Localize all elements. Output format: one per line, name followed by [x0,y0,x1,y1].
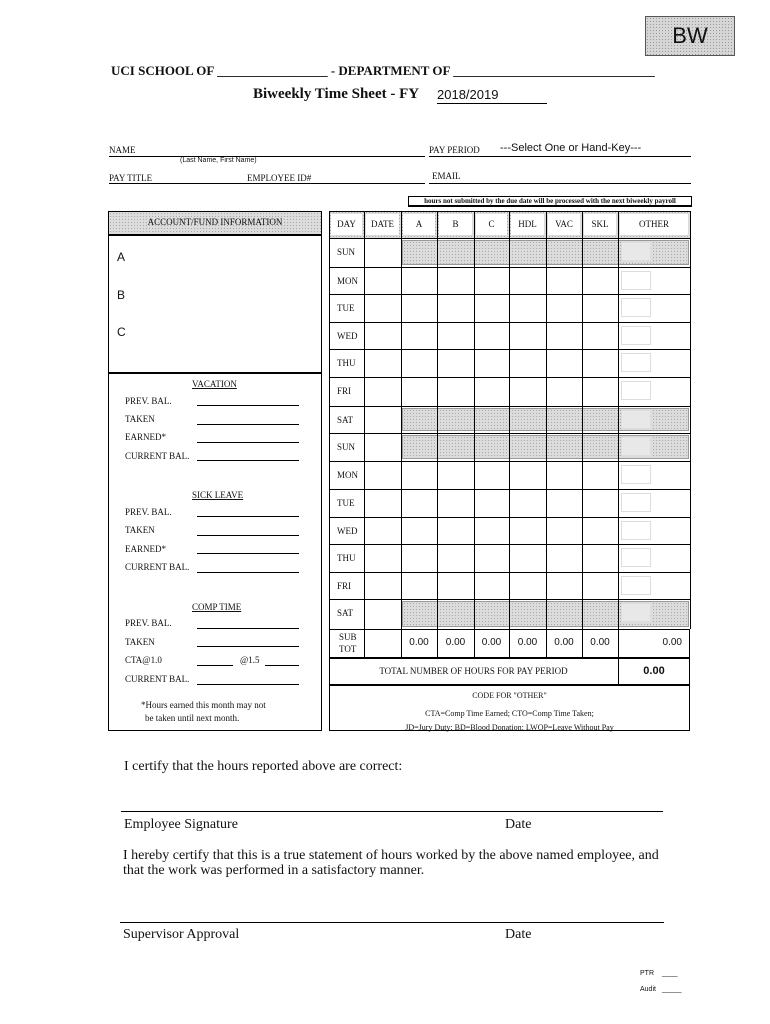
hours-cell[interactable] [401,349,437,377]
subtotal-label-tot: TOT [339,644,357,654]
day-label-9: MON [337,470,359,480]
pay-period-label: PAY PERIOD [429,145,480,155]
day-label-10: TUE [337,498,355,508]
vacation-earned-field[interactable] [197,442,299,443]
other-code-field[interactable] [621,465,651,484]
day-label-8: SUN [337,442,356,452]
employee-id-label: EMPLOYEE ID# [247,173,312,183]
vacation-current-bal-field[interactable] [197,460,299,461]
hours-cell[interactable] [582,322,618,349]
vacation-title: VACATION [192,379,237,389]
sick-earned-label: EARNED* [125,544,166,554]
other-code-field[interactable] [621,576,651,595]
bw-badge: BW [645,16,735,56]
date-cell[interactable] [364,267,401,294]
hours-cell[interactable] [509,377,546,406]
other-code-field[interactable] [621,242,651,261]
audit-label: Audit [640,986,656,993]
day-label-2: MON [337,276,359,286]
account-fund-box [108,235,322,373]
day-label-12: THU [337,553,356,563]
hours-cell[interactable] [437,349,474,377]
hours-cell[interactable] [474,572,509,599]
hours-cell[interactable] [582,461,618,489]
hours-cell[interactable] [401,572,437,599]
subtotal-value-hdl: 0.00 [517,637,538,648]
hours-cell[interactable] [437,517,474,544]
column-header-b: B [439,214,472,235]
column-header-a: A [403,214,435,235]
hours-cell[interactable] [437,294,474,322]
hours-cell[interactable] [582,267,618,294]
date-cell[interactable] [364,461,401,489]
column-header-day: DAY [331,214,362,235]
pay-title-label: PAY TITLE [109,173,153,183]
school-department-line: UCI SCHOOL OF _________________ - DEPARTMENT OF _______________________________ [111,63,655,78]
subtotal-value-vac: 0.00 [554,637,574,648]
hours-cell[interactable] [474,489,509,517]
date-cell[interactable] [364,489,401,517]
hours-cell[interactable] [401,517,437,544]
column-header-skl: SKL [584,214,616,235]
hours-cell[interactable] [474,517,509,544]
page-title: Biweekly Time Sheet - FY [253,86,420,102]
hours-cell[interactable] [474,322,509,349]
column-header-vac: VAC [548,214,580,235]
payroll-notice: hours not submitted by the due date will be processed with the next biweekly payroll [408,196,692,207]
subtotal-value-skl: 0.00 [590,637,610,648]
comp-current-bal-field[interactable] [197,684,299,685]
supervisor-signature-line[interactable] [120,922,664,923]
footnote-line-1: *Hours earned this month may not [141,700,266,710]
sick-leave-title: SICK LEAVE [192,490,244,500]
day-label-11: WED [337,526,358,536]
hours-cell[interactable] [546,461,582,489]
ptr-field[interactable]: ____ [662,970,678,977]
other-code-field[interactable] [621,603,651,622]
date-cell[interactable] [364,322,401,349]
sick-prev-bal-label: PREV. BAL. [125,507,172,517]
total-hours-value: 0.00 [643,665,665,677]
supervisor-approval-label: Supervisor Approval [123,927,240,942]
sick-prev-bal-field[interactable] [197,516,299,517]
other-code-field[interactable] [621,437,651,456]
account-c-label: C [117,325,126,339]
other-code-field[interactable] [621,493,651,512]
vacation-prev-bal-field[interactable] [197,405,299,406]
other-code-line-1: CTA=Comp Time Earned; CTO=Comp Time Taken; [425,709,594,718]
subtotal-value-other: 0.00 [662,637,682,648]
day-label-5: THU [337,358,356,368]
hours-cell[interactable] [546,489,582,517]
comp-taken-label: TAKEN [125,637,155,647]
other-code-field[interactable] [621,548,651,567]
hours-cell[interactable] [401,322,437,349]
hours-cell[interactable] [546,349,582,377]
comp-prev-bal-field[interactable] [197,628,299,629]
employee-signature-label: Employee Signature [124,817,238,832]
other-code-line-2: JD=Jury Duty; BD=Blood Donation; LWOP=Leave Without Pay [405,723,614,732]
date-cell[interactable] [364,238,401,267]
supervisor-certify-line-2: that the work was performed in a satisfactory manner. [123,863,425,878]
hours-cell[interactable] [582,517,618,544]
comp-at15-field[interactable] [265,665,299,666]
sick-current-bal-label: CURRENT BAL. [125,562,190,572]
hours-cell[interactable] [437,267,474,294]
hours-cell[interactable] [437,544,474,572]
name-hint: (Last Name, First Name) [180,157,257,164]
date-cell[interactable] [364,572,401,599]
hours-cell[interactable] [509,349,546,377]
hours-cell[interactable] [401,489,437,517]
hours-cell[interactable] [437,377,474,406]
pay-period-select[interactable]: ---Select One or Hand-Key--- [500,142,642,154]
vacation-current-bal-label: CURRENT BAL. [125,451,190,461]
hours-cell[interactable] [474,544,509,572]
date-cell[interactable] [364,517,401,544]
email-label: EMAIL [432,171,461,181]
hours-cell[interactable] [437,489,474,517]
hours-cell[interactable] [546,544,582,572]
employee-signature-line[interactable] [121,811,663,812]
date-cell[interactable] [364,433,401,461]
comp-cta-label: CTA@1.0 [125,655,162,665]
other-code-field[interactable] [621,410,651,429]
vacation-taken-field[interactable] [197,424,299,425]
hours-cell[interactable] [474,267,509,294]
hours-cell[interactable] [401,544,437,572]
date-cell[interactable] [364,349,401,377]
date-cell[interactable] [364,377,401,406]
hours-cell[interactable] [509,461,546,489]
vacation-prev-bal-label: PREV. BAL. [125,396,172,406]
audit-field[interactable]: _____ [662,986,682,993]
hours-cell[interactable] [509,544,546,572]
comp-cta-field[interactable] [197,665,233,666]
hours-cell[interactable] [582,489,618,517]
hours-cell[interactable] [582,544,618,572]
hours-cell[interactable] [546,267,582,294]
employee-date-label: Date [505,817,532,832]
subtotal-value-a: 0.00 [409,637,429,648]
comp-at15-label: @1.5 [240,655,260,665]
vacation-earned-label: EARNED* [125,432,166,442]
name-input[interactable] [143,144,423,156]
hours-cell[interactable] [509,322,546,349]
sick-taken-field[interactable] [197,535,299,536]
other-code-field[interactable] [621,381,651,400]
day-label-6: FRI [337,386,352,396]
day-label-3: TUE [337,303,355,313]
column-header-c: C [476,214,507,235]
hours-cell[interactable] [509,489,546,517]
subtotal-value-c: 0.00 [481,637,502,648]
hours-cell[interactable] [474,461,509,489]
hours-cell[interactable] [582,294,618,322]
hours-cell[interactable] [509,572,546,599]
account-fund-header: ACCOUNT/FUND INFORMATION [147,217,283,227]
other-code-field[interactable] [621,271,651,290]
sick-taken-label: TAKEN [125,525,155,535]
footnote-line-2: be taken until next month. [145,713,240,723]
comp-prev-bal-label: PREV. BAL. [125,618,172,628]
supervisor-date-label: Date [505,927,532,942]
day-label-14: SAT [337,608,354,618]
hours-cell[interactable] [582,377,618,406]
fiscal-year-field[interactable]: 2018/2019 [437,87,547,104]
hours-cell[interactable] [582,572,618,599]
hours-cell[interactable] [474,349,509,377]
date-cell[interactable] [364,544,401,572]
subtotal-value-b: 0.00 [445,637,466,648]
other-code-title: CODE FOR "OTHER" [472,691,547,700]
other-code-field[interactable] [621,353,651,372]
comp-time-title: COMP TIME [192,602,242,612]
hours-cell[interactable] [401,267,437,294]
vacation-taken-label: TAKEN [125,414,155,424]
sick-current-bal-field[interactable] [197,572,299,573]
column-header-other: OTHER [620,214,688,235]
hours-cell[interactable] [582,349,618,377]
hours-cell[interactable] [546,294,582,322]
sick-earned-field[interactable] [197,553,299,554]
total-hours-label: TOTAL NUMBER OF HOURS FOR PAY PERIOD [379,666,568,676]
date-cell[interactable] [364,599,401,629]
hours-cell[interactable] [474,377,509,406]
hours-cell[interactable] [474,294,509,322]
name-label: NAME [109,145,136,155]
hours-cell[interactable] [401,377,437,406]
other-code-field[interactable] [621,521,651,540]
date-cell[interactable] [364,406,401,433]
hours-cell[interactable] [546,377,582,406]
hours-cell[interactable] [546,322,582,349]
other-code-field[interactable] [621,298,651,317]
day-label-7: SAT [337,415,354,425]
day-label-13: FRI [337,581,352,591]
comp-taken-field[interactable] [197,646,299,647]
ptr-label: PTR [640,970,654,977]
hours-cell[interactable] [437,322,474,349]
hours-cell[interactable] [546,517,582,544]
day-label-4: WED [337,331,358,341]
hours-cell[interactable] [509,517,546,544]
date-cell[interactable] [364,294,401,322]
certify-statement: I certify that the hours reported above are correct: [124,759,403,774]
other-code-field[interactable] [621,326,651,345]
hours-cell[interactable] [437,461,474,489]
supervisor-certify-line-1: I hereby certify that this is a true statement of hours worked by the above named employee, and [123,848,659,863]
comp-current-bal-label: CURRENT BAL. [125,674,190,684]
hours-cell[interactable] [401,294,437,322]
column-header-hdl: HDL [511,214,544,235]
hours-cell[interactable] [509,267,546,294]
account-b-label: B [117,288,126,302]
hours-cell[interactable] [546,572,582,599]
hours-cell[interactable] [437,572,474,599]
hours-cell[interactable] [401,461,437,489]
day-label-1: SUN [337,247,356,257]
column-header-date: DATE [366,214,399,235]
account-a-label: A [117,250,126,264]
subtotal-label-sub: SUB [339,632,357,642]
hours-cell[interactable] [509,294,546,322]
